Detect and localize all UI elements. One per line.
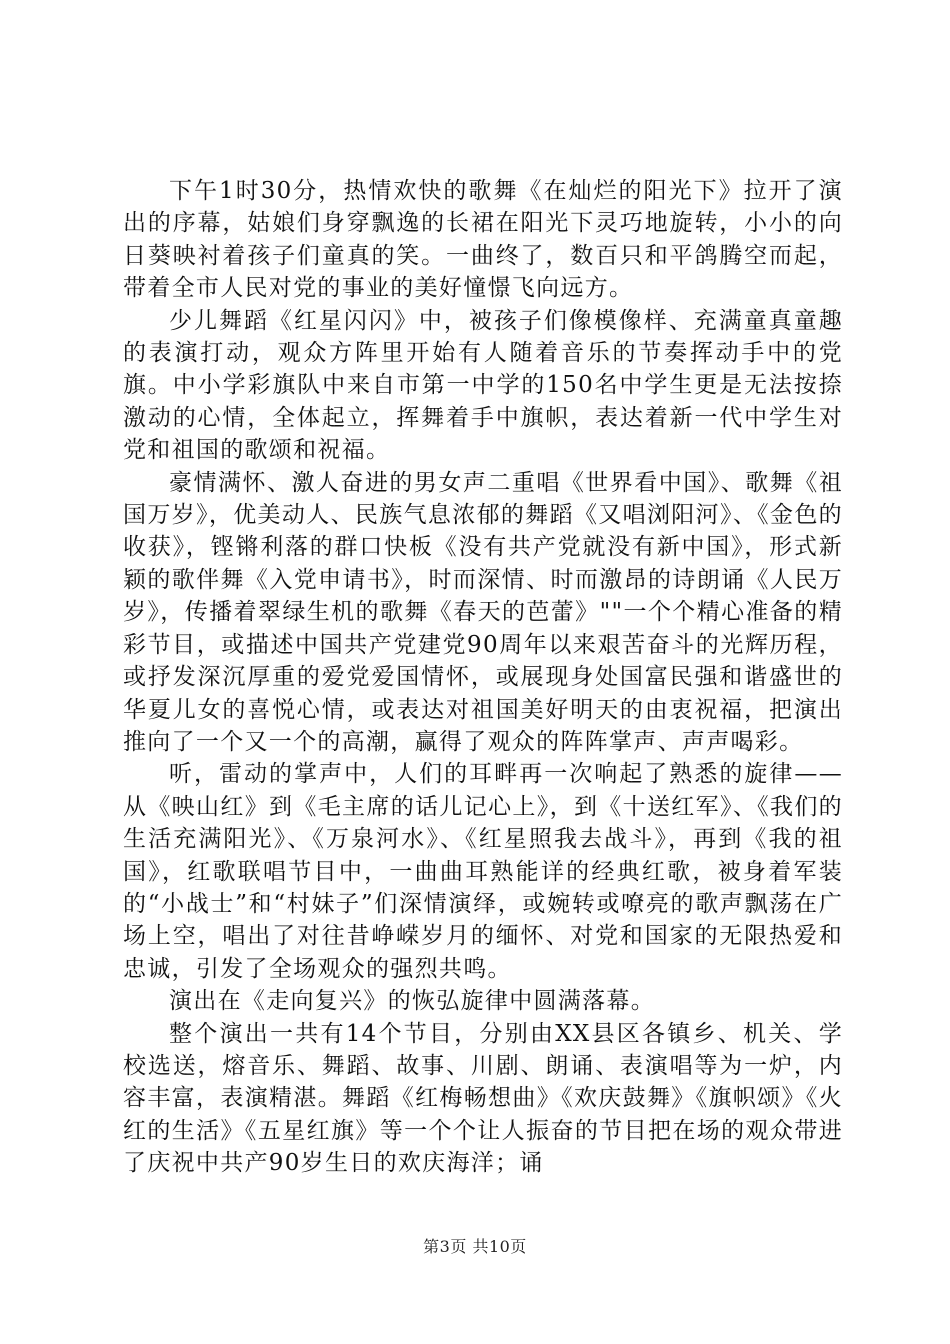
paragraph-opening-song: 下午1时30分，热情欢快的歌舞《在灿烂的阳光下》拉开了演出的序幕，姑娘们身穿飘逸的长裙在阳光下灵巧地旋转，小小的向日葵映衬着孩子们童真的笑。一曲终了，数百只和平鸽腾空而起，带着全市人民对党的事业的美好憧憬飞向远方。 [123,178,843,302]
paragraph-red-songs-medley: 听，雷动的掌声中，人们的耳畔再一次响起了熟悉的旋律——从《映山红》到《毛主席的话儿记心上》，到《十送红军》、《我们的生活充满阳光》、《万泉河水》、《红星照我去战斗》，再到《我的祖国》，红歌联唱节目中，一曲曲耳熟能详的经典红歌，被身着军装的“小战士”和“村妹子”们深情演绎，或婉转或嘹亮的歌声飘荡在广场上空，唱出了对往昔峥嵘岁月的缅怀、对党和国家的无限热爱和忠诚，引发了全场观众的强烈共鸣。 [123,761,843,982]
paragraph-red-star-dance: 少儿舞蹈《红星闪闪》中，被孩子们像模像样、充满童真童趣的表演打动，观众方阵里开始有人随着音乐的节奏挥动手中的党旗。中小学彩旗队中来自市第一中学的150名中学生更是无法按捺激动的心情，全体起立，挥舞着手中旗帜，表达着新一代中学生对党和祖国的歌颂和祝福。 [123,307,843,464]
paragraph-program-list: 豪情满怀、激人奋进的男女声二重唱《世界看中国》、歌舞《祖国万岁》，优美动人、民族气息浓郁的舞蹈《又唱浏阳河》、《金色的收获》，铿锵利落的群口快板《没有共产党就没有新中国》，形式新颖的歌伴舞《入党申请书》，时而深情、时而激昂的诗朗诵《人民万岁》，传播着翠绿生机的歌舞《春天的芭蕾》""一个个精心准备的精彩节目，或描述中国共产党建党90周年以来艰苦奋斗的光辉历程，或抒发深沉厚重的爱党爱国情怀，或展现身处国富民强和谐盛世的华夏儿女的喜悦心情，或表达对祖国美好明天的由衷祝福，把演出推向了一个又一个的高潮，赢得了观众的阵阵掌声、声声喝彩。 [123,469,843,755]
paragraph-closing: 演出在《走向复兴》的恢弘旋律中圆满落幕。 [169,988,655,1015]
page-number-footer: 第3页 共10页 [423,1237,527,1256]
paragraph-program-summary: 整个演出一共有14个节目，分别由XX县区各镇乡、机关、学校选送，熔音乐、舞蹈、故事、川剧、朗诵、表演唱等为一炉，内容丰富，表演精湛。舞蹈《红梅畅想曲》《欢庆鼓舞》《旗帜颂》《火红的生活》《五星红旗》等一个个让人振奋的节目把在场的观众带进了庆祝中共产90岁生日的欢庆海洋；诵 [123,1020,843,1177]
article-body [123,175,843,1180]
